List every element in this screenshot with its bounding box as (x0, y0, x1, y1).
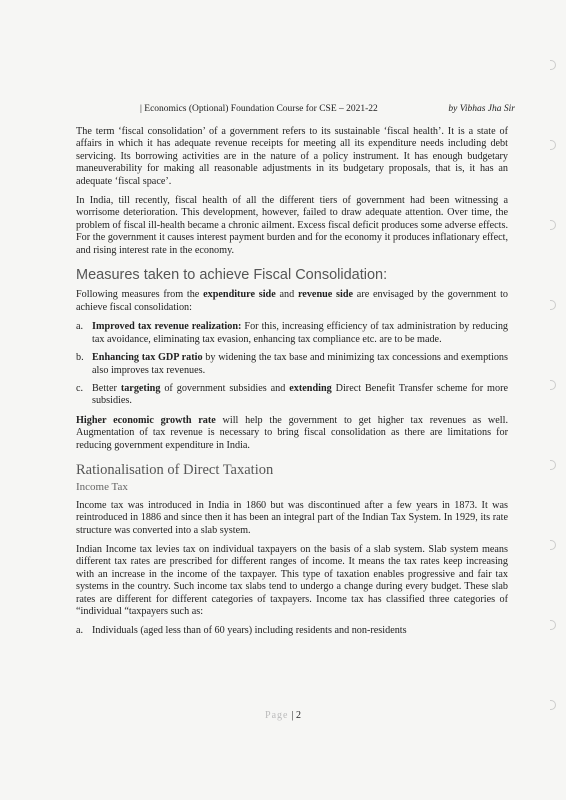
list-item (76, 625, 508, 637)
course-title: | Economics (Optional) Foundation Course for CSE – 2021-22 (140, 104, 378, 114)
binder-ring-icon (550, 380, 556, 390)
income-tax-paragraph-2: Indian Income tax levies tax on individual taxpayers on the basis of a slab system. Slab system means different tax rates are prescribed for different ranges of income. It means the tax rates keep increasing with an increase in the income of the taxpayer. This type of taxation enables progressive and fair tax systems in the country. Such income tax slabs tend to undergo a change during every budget. These slab rates are different for different categories of taxpayers. Income tax has classified three categories of “individual “taxpayers such as: (76, 543, 508, 617)
growth-paragraph (76, 415, 508, 452)
page-content (76, 126, 508, 645)
measures-intro-rest: are envisaged by the government to achieve fiscal consolidation: (76, 289, 509, 313)
page-label: Page (265, 710, 289, 721)
binder-ring-icon (550, 700, 556, 710)
binder-rings (548, 20, 556, 780)
item-c-pre: Better (92, 382, 121, 394)
binder-ring-icon (550, 300, 556, 310)
list-marker: c. (76, 382, 84, 394)
direct-taxation-heading: Rationalisation of Direct Taxation (76, 461, 274, 478)
measures-heading: Measures taken to achieve Fiscal Consolidation: (76, 267, 388, 284)
list-item (76, 383, 508, 408)
intro-paragraph-1: The term ‘fiscal consolidation’ of a government refers to its sustainable ‘fiscal health’. It is a state of affairs in which it has adequate revenue receipts for meeting all its expenditure needs including debt servicing. Its borrowing activities are in the nature of a policy instrument. It has enough budgetary maneuverability for making all reasonable adjustments in its budgetary proposals, that is, it has an adequate ‘fiscal space’. (76, 126, 508, 187)
binder-ring-icon (550, 60, 556, 70)
growth-title: Higher economic growth rate (76, 414, 216, 426)
item-c-post: Direct Benefit Transfer scheme for more subsidies. (92, 382, 508, 407)
list-marker: a. (76, 625, 84, 637)
item-c-targeting: targeting (120, 382, 161, 394)
measures-intro-text: Following measures from the (76, 289, 204, 301)
income-tax-paragraph-1: Income tax was introduced in India in 1860 but was discontinued after a few years in 1873. It was reintroduced in 1886 and since then it has been an integral part of the Indian Tax System. In 1929, its rate structure was converted into a slab system. (76, 499, 508, 536)
binder-ring-icon (550, 140, 556, 150)
item-a-text: For this, increasing efficiency of tax administration by reducing tax avoidance, eliminating tax evasion, enhancing tax compliance etc. are to be made. (92, 321, 509, 345)
binder-ring-icon (550, 460, 556, 470)
item-b-text: by widening the tax base and minimizing tax concessions and exemptions also improves tax revenues. (92, 352, 508, 376)
item-c-mid: of government subsidies and (160, 382, 290, 394)
category-a-text: Individuals (aged less than of 60 years) including residents and non-residents (92, 625, 407, 637)
page-number: | 2 (291, 710, 301, 721)
page-footer (0, 710, 566, 721)
binder-ring-icon (550, 540, 556, 550)
income-tax-subheading: Income Tax (76, 481, 128, 494)
binder-ring-icon (550, 620, 556, 630)
expenditure-side-text: expenditure side (203, 289, 276, 301)
item-c-extending: extending (289, 382, 332, 394)
measures-list (76, 321, 508, 407)
growth-text: will help the government to get higher tax revenues as well. Augmentation of tax revenue is necessary to bring fiscal consolidation as there are limitations for reducing government expenditure in India. (76, 414, 508, 451)
list-item (76, 321, 508, 346)
measures-intro (76, 289, 508, 314)
list-marker: b. (76, 352, 84, 364)
binder-ring-icon (550, 220, 556, 230)
item-a-title: Improved tax revenue realization: (92, 321, 242, 333)
list-item (76, 352, 508, 377)
list-marker: a. (76, 321, 84, 333)
taxpayer-category-list (76, 625, 508, 637)
measures-intro-joiner: and (275, 289, 298, 301)
author-name: by Vibhas Jha Sir (448, 104, 515, 114)
revenue-side-text: revenue side (297, 289, 354, 301)
item-b-title: Enhancing tax GDP ratio (92, 352, 203, 364)
intro-paragraph-2: In India, till recently, fiscal health of all the different tiers of government had been witnessing a worrisome deterioration. This development, however, failed to draw adequate attention. Over time, the problem of fiscal ill-health became a chronic ailment. Excess fiscal deficit produces some adverse effects. For the government it causes interest payment burden and for the economy it produces inflationary effect, and rising interest rate in the economy. (76, 195, 508, 256)
